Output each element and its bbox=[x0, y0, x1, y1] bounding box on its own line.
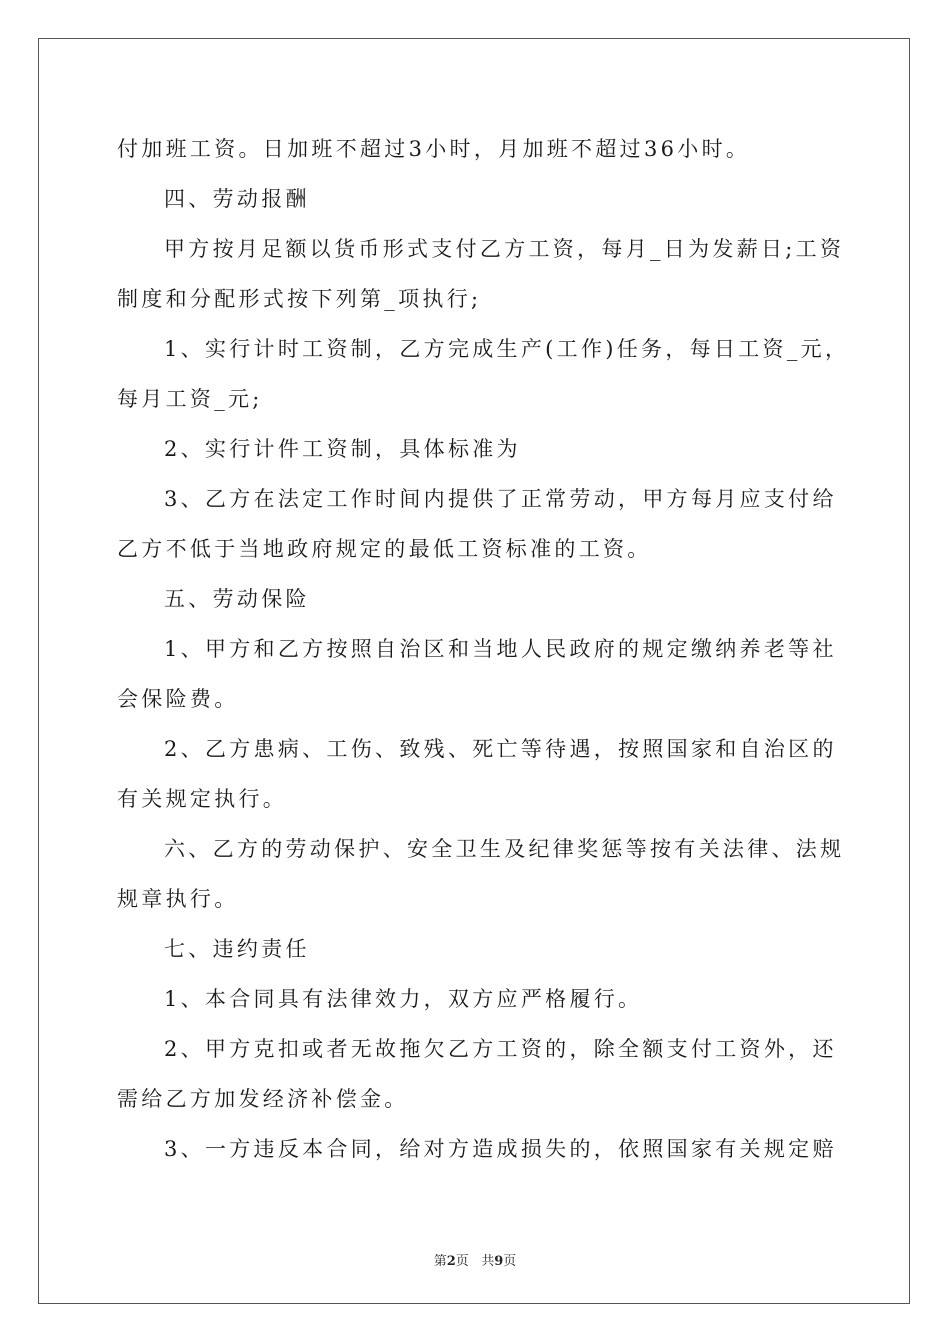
section-heading: 四、劳动报酬 bbox=[164, 187, 310, 211]
text-line: 乙方不低于当地政府规定的最低工资标准的工资。 bbox=[117, 537, 652, 561]
text-line: 有关规定执行。 bbox=[117, 787, 288, 811]
text-line: 会保险费。 bbox=[117, 687, 239, 711]
page-border bbox=[38, 38, 910, 1304]
text-line: 每月工资_元; bbox=[117, 387, 263, 411]
text-line: 制度和分配形式按下列第_项执行; bbox=[117, 287, 482, 311]
text-line: 付加班工资。日加班不超过3小时，月加班不超过36小时。 bbox=[117, 137, 751, 161]
section-heading: 七、违约责任 bbox=[164, 937, 310, 961]
text-line: 1、本合同具有法律效力，双方应严格履行。 bbox=[164, 987, 643, 1011]
text-line: 需给乙方加发经济补偿金。 bbox=[117, 1087, 409, 1111]
text-line: 甲方按月足额以货币形式支付乙方工资，每月_日为发薪日;工资 bbox=[164, 237, 845, 261]
text-line: 2、甲方克扣或者无故拖欠乙方工资的，除全额支付工资外，还 bbox=[164, 1037, 837, 1061]
text-line: 3、一方违反本合同，给对方造成损失的，依照国家有关规定赔 bbox=[164, 1137, 837, 1161]
section-heading: 六、乙方的劳动保护、安全卫生及纪律奖惩等按有关法律、法规 bbox=[164, 837, 845, 861]
text-line: 2、乙方患病、工伤、致残、死亡等待遇，按照国家和自治区的 bbox=[164, 737, 837, 761]
page-footer bbox=[0, 1250, 950, 1269]
text-line: 2、实行计件工资制，具体标准为 bbox=[164, 437, 521, 461]
text-line: 1、甲方和乙方按照自治区和当地人民政府的规定缴纳养老等社 bbox=[164, 637, 837, 661]
page-label-suffix: 页 bbox=[455, 1254, 469, 1269]
page-label-prefix: 第 bbox=[433, 1254, 447, 1269]
page-number: 2 bbox=[446, 1254, 456, 1269]
text-line: 3、乙方在法定工作时间内提供了正常劳动，甲方每月应支付给 bbox=[164, 487, 837, 511]
total-label-suffix: 页 bbox=[503, 1254, 517, 1269]
text-line: 1、实行计时工资制，乙方完成生产(工作)任务，每日工资_元， bbox=[164, 337, 850, 361]
text-line: 规章执行。 bbox=[117, 887, 239, 911]
total-label-prefix: 共 bbox=[481, 1254, 495, 1269]
total-pages: 9 bbox=[494, 1254, 504, 1269]
section-heading: 五、劳动保险 bbox=[164, 587, 310, 611]
